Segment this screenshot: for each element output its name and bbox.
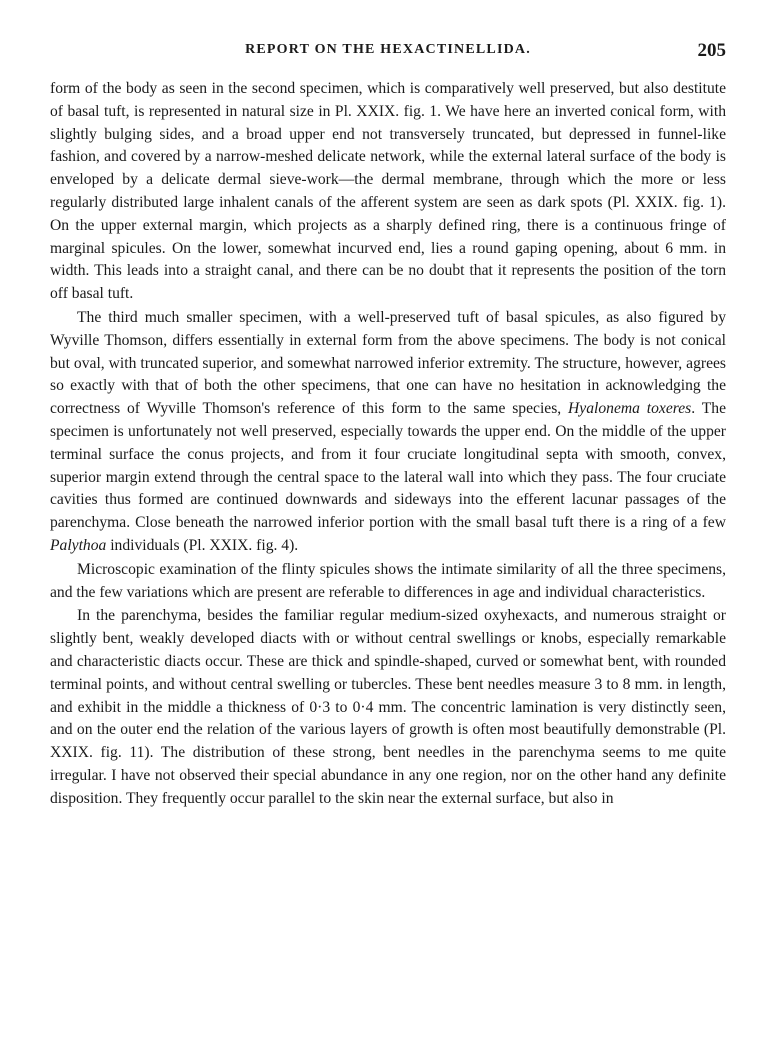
paragraph-2 <box>50 307 726 558</box>
paragraph-text: . The specimen is unfortunately not well preserved, especially towards the upper end. On the middle of the upper terminal surface the conus projects, and from it four cruciate longitudinal septa with smooth, convex, superior margin extend through the central space to the lateral wall into which they pass. The four cruciate cavities thus formed are continued downwards and sideways into the efferent lacunar passages of the parenchyma. Close beneath the narrowed inferior portion with the small basal tuft there is a ring of a few <box>50 400 726 532</box>
paragraph-3 <box>50 559 726 605</box>
paragraph-text: The third much smaller specimen, with a well-preserved tuft of basal spicules, as also figured by Wyville Thomson, differs essentially in external form from the above specimens. The body is not conical but oval, with truncated superior, and somewhat narrowed inferior extremity. The structure, however, agrees so exactly with that of both the other specimens, that one can have no hesitation in acknowledging the correctness of Wyville Thomson's reference of this form to the same species, <box>50 308 726 418</box>
running-header <box>0 40 776 64</box>
species-name-hyalonema-toxeres: Hyalonema toxeres <box>568 400 692 418</box>
paragraph-4 <box>50 605 726 810</box>
paragraph-text: In the parenchyma, besides the familiar regular medium-sized oxyhexacts, and numerous straight or slightly bent, weakly developed diacts with or without central swellings or knobs, especially remarkable and characteristic diacts occur. These are thick and spindle-shaped, curved or somewhat bent, with rounded terminal points, and without central swelling or tubercles. These bent needles measure 3 to 8 mm. in length, and exhibit in the middle a thickness of 0·3 to 0·4 mm. The concentric lamination is very distinctly seen, and on the outer end the relation of the various layers of growth is often most beautifully demonstrable (Pl. XXIX. fig. 11). The distribution of these strong, bent needles in the parenchyma seems to me quite irregular. I have not observed their special abundance in any one region, nor on the other hand any definite disposition. They frequently occur parallel to the skin near the external surface, but also in <box>50 607 726 807</box>
paragraph-text: Microscopic examination of the flinty spicules shows the intimate similarity of all the three specimens, and the few variations which are present are referable to differences in age and individual characteristics. <box>50 560 726 601</box>
body-text <box>50 78 726 811</box>
paragraph-1 <box>50 78 726 306</box>
paragraph-text: form of the body as seen in the second specimen, which is comparatively well preserved, but also destitute of basal tuft, is represented in natural size in Pl. XXIX. fig. 1. We have here an inverted conical form, with slightly bulging sides, and a broad upper end not transversely truncated, but depressed in funnel-like fashion, and covered by a narrow-meshed delicate network, while the external lateral surface of the body is enveloped by a delicate dermal sieve-work—the dermal membrane, through which the more or less regularly distributed large inhalent canals of the afferent system are seen as dark spots (Pl. XXIX. fig. 1). On the upper external margin, which projects as a sharply defined ring, there is a continuous fringe of marginal spicules. On the lower, somewhat incurved end, lies a round gaping opening, about 6 mm. in width. This leads into a straight canal, and there can be no doubt that it represents the position of the torn off basal tuft. <box>50 80 726 303</box>
genus-name-palythoa: Palythoa <box>50 536 107 554</box>
running-title: REPORT ON THE HEXACTINELLIDA. <box>245 42 531 57</box>
paragraph-text: individuals (Pl. XXIX. fig. 4). <box>106 536 299 554</box>
page-number: 205 <box>697 40 726 61</box>
